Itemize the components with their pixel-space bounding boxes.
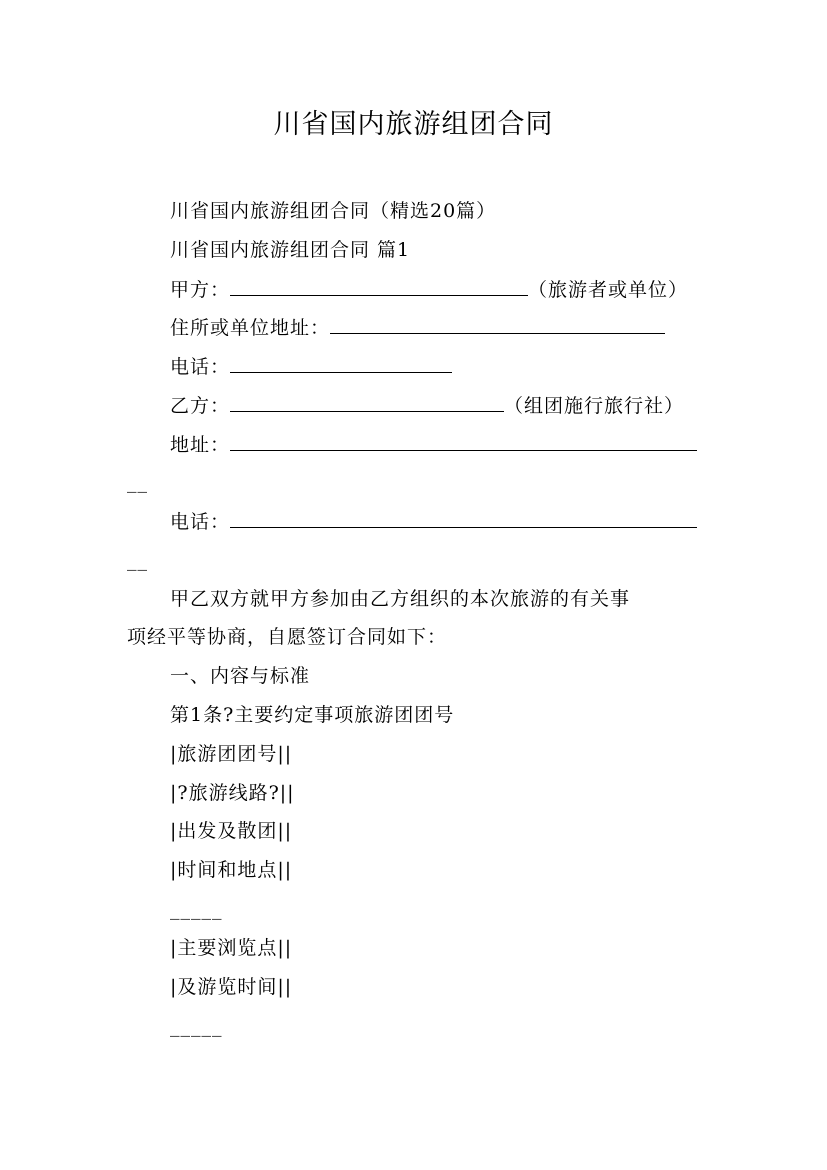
party-a-suffix: （旅游者或单位） bbox=[528, 279, 689, 301]
address-a-blank bbox=[330, 315, 665, 334]
address-a-label: 住所或单位地址： bbox=[170, 317, 331, 339]
table-row: |及游览时间|| bbox=[170, 976, 293, 998]
table-row: |时间和地点|| bbox=[170, 859, 293, 881]
phone-b-blank bbox=[230, 509, 697, 528]
phone-b-line bbox=[170, 509, 697, 534]
separator-line: _____ bbox=[170, 1015, 223, 1037]
party-b-line bbox=[170, 393, 684, 418]
address-b-blank bbox=[230, 432, 697, 451]
part-heading: 川省国内旅游组团合同 篇1 bbox=[170, 239, 411, 261]
party-a-line bbox=[170, 277, 688, 302]
intro-paragraph-line-1: 甲乙双方就甲方参加由乙方组织的本次旅游的有关事 bbox=[170, 588, 631, 610]
phone-b-overflow: __ bbox=[127, 549, 148, 571]
article-heading: 第1条?主要约定事项旅游团团号 bbox=[170, 704, 455, 726]
document-subtitle: 川省国内旅游组团合同（精选20篇） bbox=[170, 200, 497, 222]
table-row: |旅游团团号|| bbox=[170, 743, 293, 765]
section-heading: 一、内容与标准 bbox=[170, 665, 311, 687]
party-b-blank bbox=[230, 393, 504, 412]
party-b-suffix: （组团施行旅行社） bbox=[504, 395, 685, 417]
phone-a-label: 电话： bbox=[170, 356, 231, 378]
table-row: |出发及散团|| bbox=[170, 820, 293, 842]
separator-line: _____ bbox=[170, 898, 223, 920]
address-b-label: 地址： bbox=[170, 434, 231, 456]
address-b-line bbox=[170, 432, 697, 457]
document-title: 川省国内旅游组团合同 bbox=[273, 109, 554, 140]
table-row: |主要浏览点|| bbox=[170, 937, 293, 959]
phone-a-blank bbox=[230, 354, 452, 373]
party-a-blank bbox=[230, 277, 528, 296]
table-row: |?旅游线路?|| bbox=[170, 782, 295, 804]
phone-a-line bbox=[170, 354, 452, 379]
party-b-label: 乙方： bbox=[170, 395, 231, 417]
phone-b-label: 电话： bbox=[170, 511, 231, 533]
address-a-line bbox=[170, 315, 665, 340]
address-b-overflow: __ bbox=[127, 471, 148, 493]
intro-paragraph-line-2: 项经平等协商，自愿签订合同如下： bbox=[127, 626, 448, 648]
party-a-label: 甲方： bbox=[170, 279, 231, 301]
